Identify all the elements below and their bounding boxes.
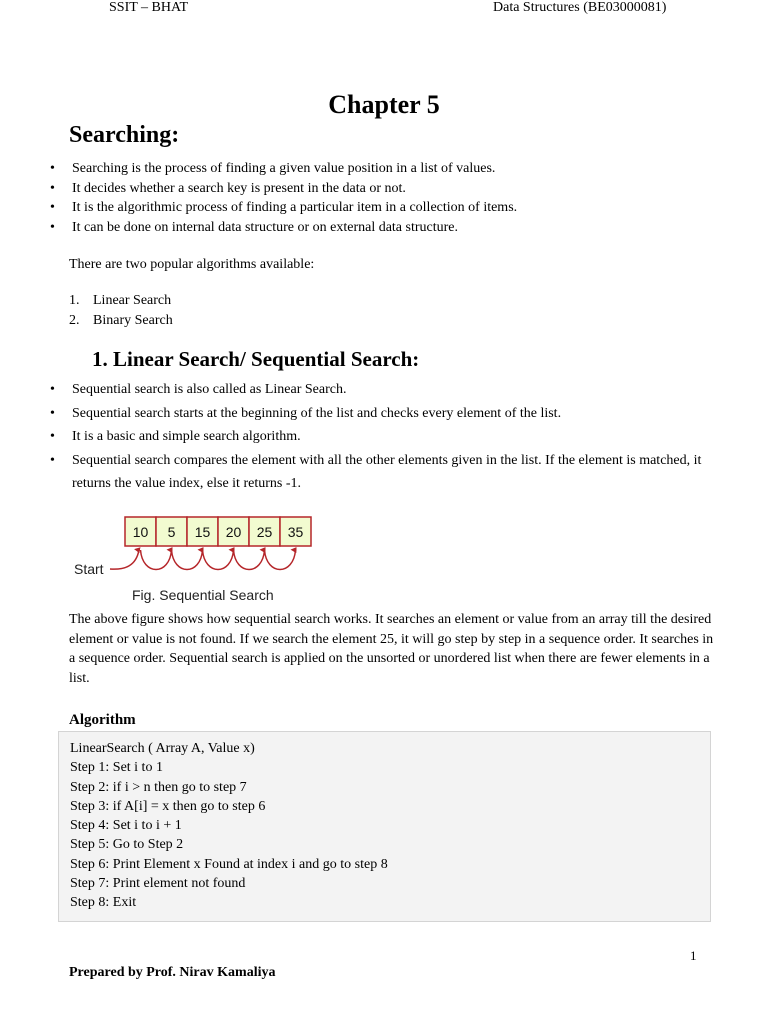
algorithm-line: Step 8: Exit — [70, 895, 137, 911]
algorithms-intro: There are two popular algorithms available: — [69, 257, 315, 272]
step-arrow — [141, 550, 172, 570]
algorithm-box — [58, 731, 711, 922]
algorithm-line: Step 7: Print element not found — [70, 876, 246, 892]
algorithm-title: Algorithm — [69, 712, 136, 728]
linear-bullet: • Sequential search compares the element with all the other elements given in the list. If the element is matched, it returns the value index, else it returns -1. — [50, 449, 710, 496]
intro-bullet: • It is the algorithmic process of finding a particular item in a collection of items. — [50, 198, 710, 218]
footer-credit: Prepared by Prof. Nirav Kamaliya — [69, 965, 276, 980]
array-cell-value: 20 — [225, 524, 242, 540]
figure-explanation: The above figure shows how sequential search works. It searches an element or value from an array till the desired element or value is not found. If we search the element 25, it will go step by step in a sequence order. It searches in a sequence order. Sequential search is applied on the unsorted or unordered list when there are fewer elements in a list. — [69, 612, 714, 686]
header-right: Data Structures (BE03000081) — [493, 0, 667, 15]
start-label: Start — [74, 561, 104, 577]
array-cell-value: 35 — [287, 524, 304, 540]
step-arrows — [110, 550, 296, 570]
list-item: 2. Binary Search — [69, 312, 173, 328]
linear-search-title: 1. Linear Search/ Sequential Search: — [92, 347, 420, 371]
array-cell-value: 10 — [132, 524, 149, 540]
start-arrow — [110, 550, 139, 569]
array-cell-value: 15 — [194, 524, 211, 540]
step-arrow — [203, 550, 234, 570]
page-number: 1 — [690, 948, 697, 963]
intro-bullet: • It decides whether a search key is present in the data or not. — [50, 179, 710, 199]
linear-bullet: • Sequential search is also called as Linear Search. — [50, 378, 710, 402]
algorithm-line: Step 1: Set i to 1 — [70, 760, 163, 776]
algorithm-line: LinearSearch ( Array A, Value x) — [70, 741, 255, 756]
array-cell-value: 25 — [256, 524, 273, 540]
algorithm-line: Step 6: Print Element x Found at index i and go to step 8 — [70, 856, 388, 872]
algorithm-line: Step 3: if A[i] = x then go to step 6 — [70, 798, 266, 814]
array-cells — [125, 517, 311, 546]
figure-caption: Fig. Sequential Search — [132, 587, 274, 603]
algorithm-line: Step 2: if i > n then go to step 7 — [70, 779, 247, 795]
header-left: SSIT – BHAT — [109, 0, 189, 15]
linear-bullet-list — [50, 378, 710, 496]
step-arrow — [172, 550, 203, 570]
intro-bullet: • Searching is the process of finding a given value position in a list of values. — [50, 159, 710, 179]
linear-bullet: • Sequential search starts at the beginning of the list and checks every element of the list. — [50, 402, 710, 426]
intro-bullet: • It can be done on internal data structure or on external data structure. — [50, 218, 710, 238]
section-title: Searching: — [69, 122, 180, 148]
step-arrow — [234, 550, 265, 570]
intro-bullet-list — [50, 159, 710, 237]
step-arrow — [265, 550, 296, 570]
algorithm-line: Step 5: Go to Step 2 — [70, 837, 184, 853]
list-item: 1. Linear Search — [69, 293, 172, 308]
sequential-search-figure — [70, 510, 330, 610]
chapter-title: Chapter 5 — [328, 90, 440, 119]
algorithms-list — [69, 291, 173, 330]
linear-bullet: • It is a basic and simple search algorithm. — [50, 425, 710, 449]
algorithm-line: Step 4: Set i to i + 1 — [70, 818, 182, 834]
array-cell-value: 5 — [167, 524, 176, 540]
